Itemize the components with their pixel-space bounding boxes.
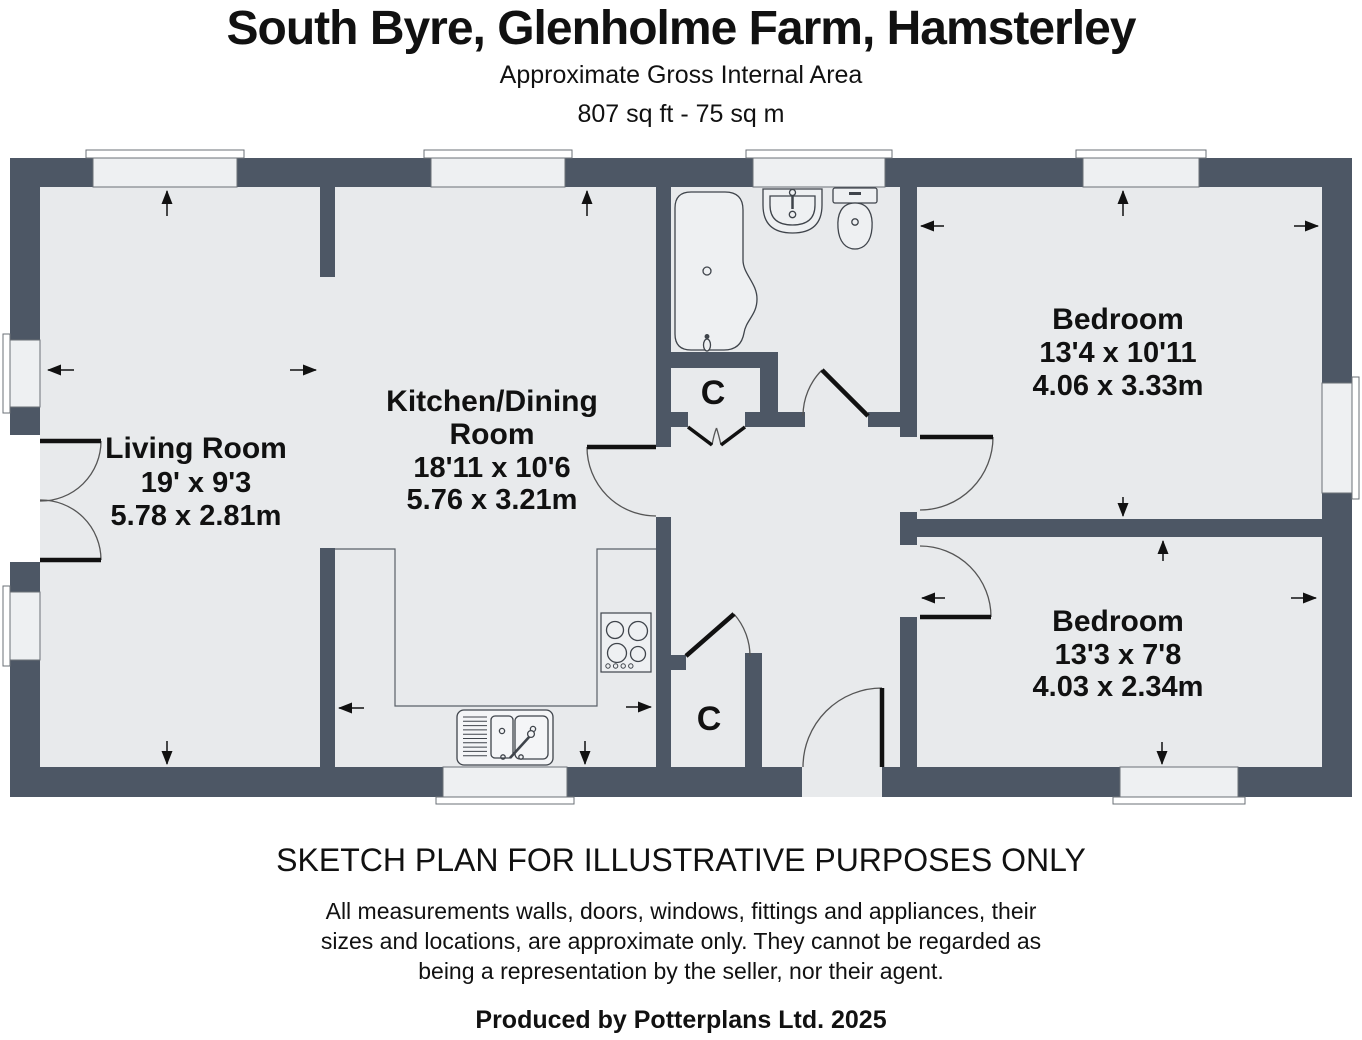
- svg-text:18'11 x 10'6: 18'11 x 10'6: [413, 452, 571, 484]
- washbasin-icon: [763, 189, 822, 233]
- gross-internal-area: 807 sq ft - 75 sq m: [577, 100, 785, 128]
- page-title: South Byre, Glenholme Farm, Hamsterley: [226, 2, 1136, 55]
- producer-credit: Produced by Potterplans Ltd. 2025: [475, 1006, 887, 1034]
- bedroom-bottom-label: [1033, 605, 1204, 703]
- cupboard-bottom-label: C: [696, 700, 722, 738]
- svg-text:13'3 x 7'8: 13'3 x 7'8: [1054, 639, 1182, 671]
- disclaimer-line-2: sizes and locations, are approximate only. They cannot be regarded as: [320, 928, 1042, 954]
- svg-text:5.76 x 3.21m: 5.76 x 3.21m: [406, 484, 578, 516]
- bedroom-top-label: [1033, 303, 1204, 402]
- svg-text:13'4 x 10'11: 13'4 x 10'11: [1039, 337, 1197, 369]
- svg-text:Living Room: Living Room: [105, 432, 287, 465]
- kitchen-sink-icon: [457, 710, 553, 765]
- svg-text:Room: Room: [449, 418, 535, 451]
- sketch-plan-note: SKETCH PLAN FOR ILLUSTRATIVE PURPOSES ONLY: [276, 842, 1086, 878]
- subtitle: Approximate Gross Internal Area: [499, 61, 863, 89]
- french-door-opening: [10, 435, 40, 562]
- disclaimer-line-1: All measurements walls, doors, windows, fittings and appliances, their: [325, 898, 1037, 924]
- svg-text:Bedroom: Bedroom: [1052, 303, 1184, 336]
- svg-text:Kitchen/Dining: Kitchen/Dining: [386, 385, 598, 418]
- hob-icon: [601, 613, 651, 672]
- svg-text:5.78 x 2.81m: 5.78 x 2.81m: [110, 500, 282, 532]
- svg-text:Bedroom: Bedroom: [1052, 605, 1184, 638]
- cupboard-top-label: C: [700, 374, 726, 412]
- disclaimer-line-3: being a representation by the seller, nor their agent.: [418, 958, 944, 984]
- entrance-opening: [802, 767, 882, 797]
- svg-text:19' x 9'3: 19' x 9'3: [140, 467, 252, 499]
- svg-text:4.06 x 3.33m: 4.06 x 3.33m: [1032, 370, 1204, 402]
- svg-text:4.03 x 2.34m: 4.03 x 2.34m: [1032, 671, 1204, 703]
